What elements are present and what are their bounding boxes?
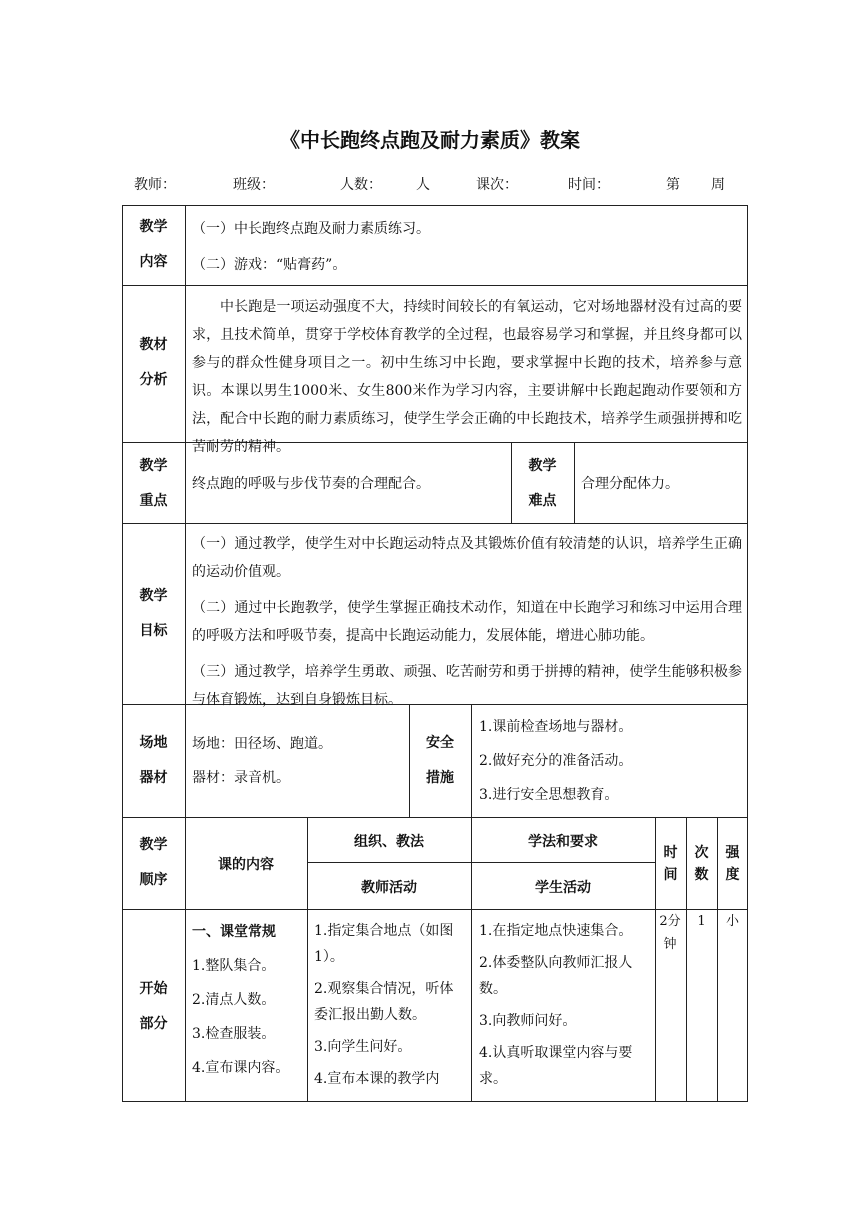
lesson-content-header: 课的内容 bbox=[218, 857, 274, 873]
col-divider bbox=[471, 704, 472, 817]
count-label: 人数： bbox=[340, 177, 382, 193]
time-header: 时 间 bbox=[663, 845, 678, 883]
count-header: 次 数 bbox=[694, 845, 709, 883]
start-intensity: 小 bbox=[725, 914, 739, 929]
start-teacher-activity bbox=[314, 918, 466, 1098]
start-student-1: 1.在指定地点快速集合。 bbox=[479, 923, 633, 939]
row-divider bbox=[122, 523, 748, 524]
page-title: 《中长跑终点跑及耐力素质》教案 bbox=[280, 128, 580, 152]
content-label: 教学 内容 bbox=[139, 219, 168, 270]
start-teacher-4: 4.宣布本课的教学内 bbox=[314, 1071, 440, 1087]
study-method-header: 学法和要求 bbox=[528, 834, 598, 850]
venue-equipment: 器材：录音机。 bbox=[192, 770, 290, 786]
start-content-title: 一、课堂常规 bbox=[192, 924, 276, 940]
student-activity-header: 学生活动 bbox=[535, 880, 591, 896]
lesson-label: 课次： bbox=[476, 177, 518, 193]
time-label: 时间： bbox=[568, 177, 610, 193]
goal-2: （二）通过中长跑教学，使学生掌握正确技术动作，知道在中长跑学习和练习中运用合理的呼吸方法和呼吸节奏，提高中长跑运动能力，发展体能，增进心肺功能。 bbox=[192, 600, 742, 644]
start-student-2: 2.体委整队向教师汇报人数。 bbox=[479, 955, 633, 997]
start-teacher-2: 2.观察集合情况，听体委汇报出勤人数。 bbox=[314, 981, 454, 1023]
difficulty-text: 合理分配体力。 bbox=[581, 476, 679, 492]
venue-label: 场地 器材 bbox=[139, 735, 168, 786]
start-student-4: 4.认真听取课堂内容与要求。 bbox=[479, 1045, 633, 1087]
class-label: 班级： bbox=[233, 177, 275, 193]
safety-1: 1.课前检查场地与器材。 bbox=[479, 719, 633, 735]
teacher-label: 教师： bbox=[134, 177, 176, 193]
content-item-1: （一）中长跑终点跑及耐力素质练习。 bbox=[192, 221, 430, 237]
order-label: 教学 顺序 bbox=[139, 837, 168, 888]
start-teacher-1: 1.指定集合地点（如图1）。 bbox=[314, 923, 454, 965]
start-student-activity bbox=[479, 918, 649, 1098]
analysis-label: 教材 分析 bbox=[139, 337, 168, 388]
week-prefix: 第 bbox=[666, 177, 680, 193]
difficulty-label: 教学 难点 bbox=[528, 458, 557, 509]
intensity-header: 强 度 bbox=[725, 845, 740, 883]
safety-3: 3.进行安全思想教育。 bbox=[479, 787, 619, 803]
week-suffix: 周 bbox=[711, 177, 725, 193]
start-content-2: 2.清点人数。 bbox=[192, 992, 276, 1008]
count-unit: 人 bbox=[416, 177, 430, 193]
start-content-3: 3.检查服装。 bbox=[192, 1026, 276, 1042]
start-student-3: 3.向教师问好。 bbox=[479, 1013, 577, 1029]
col-divider bbox=[307, 817, 308, 1102]
start-time: 2分钟 bbox=[659, 914, 681, 952]
row-divider bbox=[307, 862, 655, 863]
goals-label: 教学 目标 bbox=[139, 588, 168, 639]
venue-site: 场地：田径场、跑道。 bbox=[192, 736, 332, 752]
goal-1: （一）通过教学，使学生对中长跑运动特点及其锻炼价值有较清楚的认识，培养学生正确的运动价值观。 bbox=[192, 536, 742, 580]
key-text: 终点跑的呼吸与步伐节奏的合理配合。 bbox=[192, 476, 430, 492]
goals-text bbox=[192, 530, 742, 714]
safety-label: 安全 措施 bbox=[426, 735, 454, 786]
start-content-4: 4.宣布课内容。 bbox=[192, 1060, 290, 1076]
row-divider bbox=[122, 285, 748, 286]
col-divider bbox=[471, 817, 472, 1102]
safety-2: 2.做好充分的准备活动。 bbox=[479, 753, 633, 769]
key-label: 教学 重点 bbox=[139, 458, 168, 509]
start-content-1: 1.整队集合。 bbox=[192, 958, 276, 974]
org-method-header: 组织、教法 bbox=[354, 834, 424, 850]
start-content bbox=[192, 918, 289, 1088]
goal-3: （三）通过教学，培养学生勇敢、顽强、吃苦耐劳和勇于拼搏的精神，使学生能够积极参与体育锻炼，达到自身锻炼目标。 bbox=[192, 664, 742, 708]
start-count: 1 bbox=[697, 914, 706, 929]
analysis-text: 中长跑是一项运动强度不大，持续时间较长的有氧运动，它对场地器材没有过高的要求，且技术简单，贯穿于学校体育教学的全过程，也最容易学习和掌握，并且终身都可以参与的群众性健身项目之一。初中生练习中长跑，要求掌握中长跑的技术，培养参与意识。本课以男生1000米、女生800米作为学习内容，主要讲解中长跑起跑动作要领和方法，配合中长跑的耐力素质练习，使学生学会正确的中长跑技术，培养学生顽强拼搏和吃苦耐劳的精神。 bbox=[192, 299, 742, 455]
content-item-2: （二）游戏：“贴膏药”。 bbox=[192, 257, 347, 273]
start-label: 开始 部分 bbox=[139, 981, 168, 1032]
teacher-activity-header: 教师活动 bbox=[361, 880, 417, 896]
start-teacher-3: 3.向学生问好。 bbox=[314, 1039, 412, 1055]
col-divider bbox=[185, 205, 186, 1102]
